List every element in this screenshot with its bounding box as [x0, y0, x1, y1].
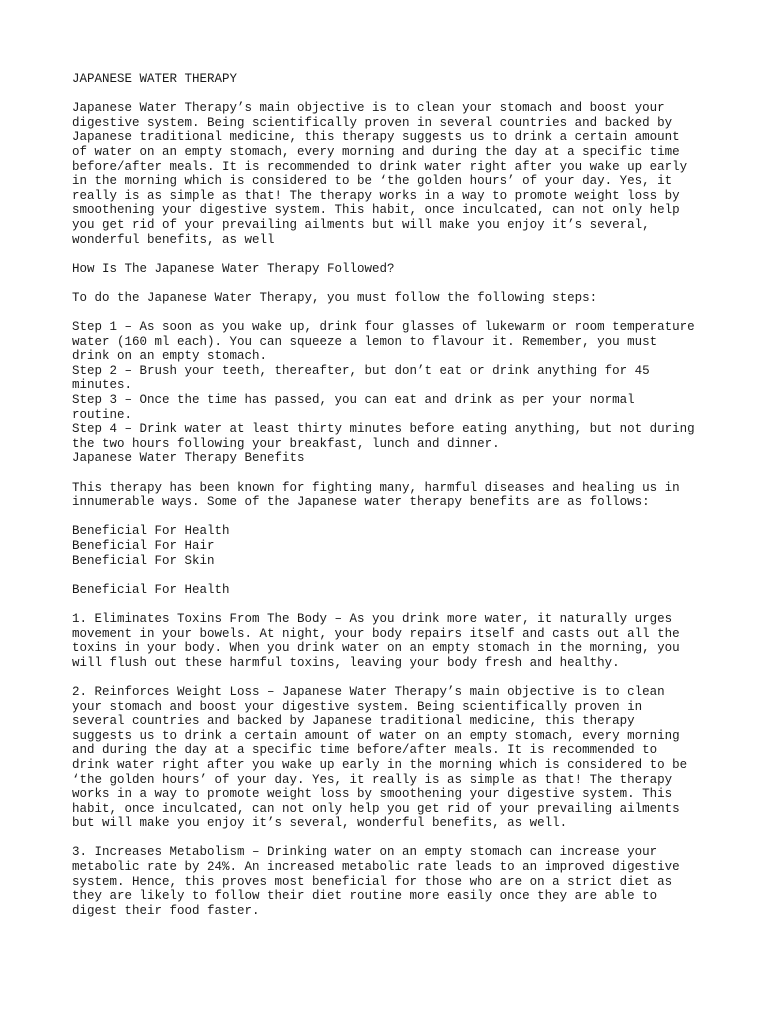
step-1: Step 1 – As soon as you wake up, drink four glasses of lukewarm or room temperature water (160 ml each). You can squeeze a lemon to flavour it. Remember, you must drink on an empty stomach.: [72, 320, 695, 364]
how-heading: How Is The Japanese Water Therapy Followed?: [72, 261, 395, 276]
intro-paragraph: Japanese Water Therapy’s main objective is to clean your stomach and boost your digestive system. Being scientifically proven in several countries and backed by Japanese traditional medicine, this therapy suggests us to drink a certain amount of water on an empty stomach, every morning and during the day at a specific time before/after meals. It is recommended to drink water right after you wake up early in the morning which is considered to be ‘the golden hours’ of your day. Yes, it really is as simple as that! The therapy works in a way to promote weight loss by smoothening your digestive system. This habit, once inculcated, can not only help you get rid of your prevailing ailments but will make you enjoy it’s several, wonderful benefits, as well: [72, 101, 688, 247]
benefits-heading: Japanese Water Therapy Benefits: [72, 451, 305, 466]
benefit-list: [72, 524, 712, 568]
benefit-item-hair: Beneficial For Hair: [72, 539, 215, 553]
benefit-item-health: Beneficial For Health: [72, 524, 230, 539]
health-heading: Beneficial For Health: [72, 582, 230, 597]
step-2: Step 2 – Brush your teeth, thereafter, but don’t eat or drink anything for 45 minutes.: [72, 363, 650, 393]
step-3: Step 3 – Once the time has passed, you can eat and drink as per your normal routine.: [72, 393, 635, 422]
document-page: [72, 72, 712, 933]
document-title: JAPANESE WATER THERAPY: [72, 72, 238, 86]
steps-list: [72, 320, 712, 451]
health-item-3: 3. Increases Metabolism – Drinking water on an empty stomach can increase your metabolic rate by 24%. An increased metabolic rate leads to an improved digestive system. Hence, this proves most beneficial for those who are on a strict diet as they are likely to follow their diet routine more easily once they are able to digest their food faster.: [72, 845, 680, 918]
step-4: Step 4 – Drink water at least thirty minutes before eating anything, but not during the two hours following your breakfast, lunch and dinner.: [72, 422, 695, 451]
steps-intro: To do the Japanese Water Therapy, you must follow the following steps:: [72, 290, 598, 305]
health-item-2: 2. Reinforces Weight Loss – Japanese Water Therapy’s main objective is to clean your stomach and boost your digestive system. Being scientifically proven in several countries and backed by Japanese traditional medicine, this therapy suggests us to drink a certain amount of water on an empty stomach, every morning and during the day at a specific time before/after meals. It is recommended to drink water right after you wake up early in the morning which is considered to be ‘the golden hours’ of your day. Yes, it really is as simple as that! The therapy works in a way to promote weight loss by smoothening your digestive system. This habit, once inculcated, can not only help you get rid of your prevailing ailments but will make you enjoy it’s several, wonderful benefits, as well.: [72, 684, 688, 831]
health-item-1: 1. Eliminates Toxins From The Body – As you drink more water, it naturally urges movement in your bowels. At night, your body repairs itself and casts out all the toxins in your body. When you drink water on an empty stomach in the morning, you will flush out these harmful toxins, leaving your body fresh and healthy.: [72, 611, 680, 670]
benefit-item-skin: Beneficial For Skin: [72, 553, 215, 568]
benefits-intro: This therapy has been known for fighting many, harmful diseases and healing us in innumerable ways. Some of the Japanese water therapy benefits are as follows:: [72, 480, 680, 510]
